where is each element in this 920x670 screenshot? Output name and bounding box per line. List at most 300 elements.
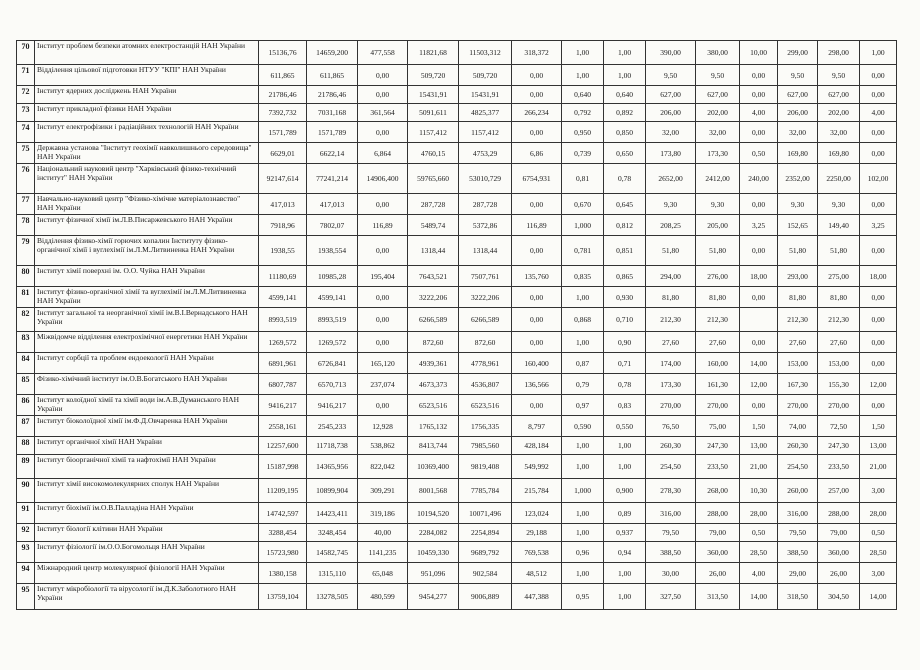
value-cell: 8,797 [512, 416, 562, 437]
value-cell: 1269,572 [307, 332, 358, 353]
value-cell: 0,00 [512, 308, 562, 332]
value-cell: 0,50 [740, 143, 778, 164]
value-cell: 294,00 [646, 266, 696, 287]
value-cell: 1315,110 [307, 563, 358, 584]
value-cell: 0,00 [512, 236, 562, 266]
row-number: 72 [17, 86, 35, 104]
value-cell: 1,50 [860, 416, 897, 437]
value-cell: 4778,961 [459, 353, 512, 374]
value-cell: 212,30 [818, 308, 860, 332]
scan-top-margin [0, 0, 920, 40]
value-cell: 417,013 [259, 194, 307, 215]
value-cell: 15431,91 [408, 86, 459, 104]
value-cell: 8993,519 [259, 308, 307, 332]
table-row [17, 65, 897, 86]
value-cell: 1571,789 [259, 122, 307, 143]
value-cell: 1,00 [604, 65, 646, 86]
table-row [17, 563, 897, 584]
institutes-table [16, 40, 897, 610]
value-cell: 0,835 [562, 266, 604, 287]
value-cell: 102,00 [860, 164, 897, 194]
value-cell: 0,00 [740, 194, 778, 215]
value-cell: 0,865 [604, 266, 646, 287]
value-cell: 7985,560 [459, 437, 512, 455]
institute-name: Інститут біохімії ім.О.В.Палладіна НАН України [35, 503, 259, 524]
value-cell: 169,80 [778, 143, 818, 164]
value-cell: 152,65 [778, 215, 818, 236]
value-cell: 12,00 [740, 374, 778, 395]
value-cell: 951,096 [408, 563, 459, 584]
document-sheet [16, 40, 896, 610]
value-cell: 1938,55 [259, 236, 307, 266]
value-cell: 0,78 [604, 374, 646, 395]
value-cell: 7802,07 [307, 215, 358, 236]
value-cell: 167,30 [778, 374, 818, 395]
value-cell: 81,80 [646, 287, 696, 308]
value-cell: 9,50 [696, 65, 740, 86]
value-cell: 380,00 [696, 41, 740, 65]
row-number: 74 [17, 122, 35, 143]
value-cell: 0,50 [740, 524, 778, 542]
value-cell: 0,00 [860, 236, 897, 266]
value-cell: 9,30 [778, 194, 818, 215]
value-cell: 4,00 [860, 104, 897, 122]
value-cell: 1,000 [562, 215, 604, 236]
value-cell: 260,30 [778, 437, 818, 455]
value-cell: 32,00 [646, 122, 696, 143]
value-cell: 11718,738 [307, 437, 358, 455]
value-cell: 0,792 [562, 104, 604, 122]
value-cell: 0,00 [358, 65, 408, 86]
value-cell: 202,00 [696, 104, 740, 122]
value-cell: 4536,807 [459, 374, 512, 395]
value-cell: 15723,980 [259, 542, 307, 563]
value-cell: 1756,335 [459, 416, 512, 437]
value-cell: 9416,217 [259, 395, 307, 416]
value-cell: 7918,96 [259, 215, 307, 236]
value-cell: 2652,00 [646, 164, 696, 194]
value-cell: 0,00 [740, 236, 778, 266]
value-cell: 0,00 [860, 194, 897, 215]
value-cell: 15187,998 [259, 455, 307, 479]
value-cell: 28,00 [740, 503, 778, 524]
value-cell: 299,00 [778, 41, 818, 65]
row-number: 87 [17, 416, 35, 437]
value-cell: 195,404 [358, 266, 408, 287]
value-cell: 10,00 [740, 41, 778, 65]
value-cell: 8413,744 [408, 437, 459, 455]
value-cell: 12257,600 [259, 437, 307, 455]
value-cell: 9416,217 [307, 395, 358, 416]
value-cell: 28,00 [860, 503, 897, 524]
value-cell: 270,00 [646, 395, 696, 416]
value-cell: 3222,206 [459, 287, 512, 308]
value-cell: 3,25 [740, 215, 778, 236]
value-cell: 1571,789 [307, 122, 358, 143]
value-cell: 0,950 [562, 122, 604, 143]
value-cell: 0,930 [604, 287, 646, 308]
value-cell: 388,50 [646, 542, 696, 563]
value-cell: 233,50 [696, 455, 740, 479]
value-cell: 6266,589 [408, 308, 459, 332]
institute-name: Інститут хімії високомолекулярних сполук НАН України [35, 479, 259, 503]
value-cell: 212,30 [696, 308, 740, 332]
table-body [17, 41, 897, 610]
value-cell: 1,00 [562, 437, 604, 455]
value-cell: 11180,69 [259, 266, 307, 287]
table-row [17, 353, 897, 374]
value-cell: 72,50 [818, 416, 860, 437]
value-cell: 9454,277 [408, 584, 459, 610]
value-cell: 3248,454 [307, 524, 358, 542]
value-cell: 5489,74 [408, 215, 459, 236]
value-cell: 6622,14 [307, 143, 358, 164]
table-row [17, 524, 897, 542]
value-cell: 276,00 [696, 266, 740, 287]
value-cell: 4,00 [740, 104, 778, 122]
value-cell: 9,30 [818, 194, 860, 215]
value-cell: 26,00 [696, 563, 740, 584]
value-cell: 270,00 [696, 395, 740, 416]
value-cell: 14,00 [740, 584, 778, 610]
value-cell: 0,00 [740, 287, 778, 308]
value-cell: 1,00 [562, 503, 604, 524]
value-cell: 0,00 [860, 395, 897, 416]
table-row [17, 308, 897, 332]
value-cell: 447,388 [512, 584, 562, 610]
value-cell: 9,50 [646, 65, 696, 86]
value-cell: 10,30 [740, 479, 778, 503]
value-cell: 81,80 [778, 287, 818, 308]
value-cell: 0,550 [604, 416, 646, 437]
value-cell: 0,97 [562, 395, 604, 416]
value-cell: 136,566 [512, 374, 562, 395]
row-number: 95 [17, 584, 35, 610]
value-cell: 769,538 [512, 542, 562, 563]
value-cell: 9,30 [696, 194, 740, 215]
institute-name: Державна установа "Інститут геохімії навколишнього середовища" НАН України [35, 143, 259, 164]
row-number: 82 [17, 308, 35, 332]
value-cell: 4,00 [740, 563, 778, 584]
value-cell: 29,00 [778, 563, 818, 584]
value-cell: 1157,412 [408, 122, 459, 143]
value-cell: 153,00 [818, 353, 860, 374]
table-row [17, 542, 897, 563]
value-cell: 32,00 [696, 122, 740, 143]
value-cell: 160,400 [512, 353, 562, 374]
value-cell: 28,50 [740, 542, 778, 563]
table-row [17, 86, 897, 104]
institute-name: Міжвідомче відділення електрохімічної енергетики НАН України [35, 332, 259, 353]
value-cell: 5091,611 [408, 104, 459, 122]
value-cell: 7785,784 [459, 479, 512, 503]
value-cell: 390,00 [646, 41, 696, 65]
value-cell: 48,512 [512, 563, 562, 584]
value-cell: 3222,206 [408, 287, 459, 308]
value-cell: 318,372 [512, 41, 562, 65]
institute-name: Інститут хімії поверхні ім. О.О. Чуйка НАН України [35, 266, 259, 287]
value-cell: 0,812 [604, 215, 646, 236]
value-cell: 0,640 [604, 86, 646, 104]
value-cell: 287,728 [408, 194, 459, 215]
table-row [17, 194, 897, 215]
value-cell: 0,00 [358, 86, 408, 104]
value-cell: 169,80 [818, 143, 860, 164]
value-cell: 0,00 [860, 122, 897, 143]
value-cell: 11503,312 [459, 41, 512, 65]
value-cell: 1,00 [860, 41, 897, 65]
value-cell: 202,00 [818, 104, 860, 122]
value-cell: 0,94 [604, 542, 646, 563]
value-cell: 18,00 [740, 266, 778, 287]
value-cell: 160,00 [696, 353, 740, 374]
value-cell: 6266,589 [459, 308, 512, 332]
value-cell: 14,00 [860, 584, 897, 610]
value-cell: 313,50 [696, 584, 740, 610]
value-cell: 14906,400 [358, 164, 408, 194]
value-cell: 2412,00 [696, 164, 740, 194]
value-cell: 627,00 [818, 86, 860, 104]
value-cell: 165,120 [358, 353, 408, 374]
value-cell: 233,50 [818, 455, 860, 479]
value-cell: 9819,408 [459, 455, 512, 479]
value-cell: 3288,454 [259, 524, 307, 542]
value-cell: 4599,141 [259, 287, 307, 308]
value-cell: 0,83 [604, 395, 646, 416]
value-cell: 11209,195 [259, 479, 307, 503]
value-cell: 0,781 [562, 236, 604, 266]
institute-name: Фізико-хімічний інститут ім.О.В.Богатського НАН України [35, 374, 259, 395]
value-cell: 155,30 [818, 374, 860, 395]
value-cell: 0,00 [358, 236, 408, 266]
row-number: 92 [17, 524, 35, 542]
row-number: 81 [17, 287, 35, 308]
value-cell: 4939,361 [408, 353, 459, 374]
institute-name: Інститут прикладної фізики НАН України [35, 104, 259, 122]
value-cell: 0,00 [358, 287, 408, 308]
value-cell: 872,60 [459, 332, 512, 353]
value-cell: 51,80 [818, 236, 860, 266]
value-cell: 206,00 [646, 104, 696, 122]
institute-name: Інститут мікробіології та вірусології ім.Д.К.Заболотного НАН України [35, 584, 259, 610]
value-cell: 0,00 [512, 194, 562, 215]
value-cell: 1938,554 [307, 236, 358, 266]
value-cell: 75,00 [696, 416, 740, 437]
value-cell: 268,00 [696, 479, 740, 503]
value-cell: 15136,76 [259, 41, 307, 65]
value-cell: 7507,761 [459, 266, 512, 287]
value-cell: 14659,200 [307, 41, 358, 65]
value-cell: 0,851 [604, 236, 646, 266]
value-cell: 316,00 [646, 503, 696, 524]
value-cell: 388,50 [778, 542, 818, 563]
value-cell: 266,234 [512, 104, 562, 122]
value-cell: 14742,597 [259, 503, 307, 524]
value-cell: 4673,373 [408, 374, 459, 395]
value-cell: 79,00 [696, 524, 740, 542]
table-row [17, 41, 897, 65]
value-cell: 260,00 [778, 479, 818, 503]
value-cell: 10985,28 [307, 266, 358, 287]
value-cell: 0,00 [740, 395, 778, 416]
value-cell: 6523,516 [459, 395, 512, 416]
value-cell: 275,00 [818, 266, 860, 287]
value-cell: 509,720 [408, 65, 459, 86]
value-cell: 59765,660 [408, 164, 459, 194]
value-cell: 77241,214 [307, 164, 358, 194]
value-cell: 1157,412 [459, 122, 512, 143]
value-cell: 1765,132 [408, 416, 459, 437]
value-cell: 318,50 [778, 584, 818, 610]
value-cell: 627,00 [778, 86, 818, 104]
value-cell: 327,50 [646, 584, 696, 610]
value-cell: 0,00 [512, 65, 562, 86]
value-cell: 0,71 [604, 353, 646, 374]
value-cell: 161,30 [696, 374, 740, 395]
value-cell: 123,024 [512, 503, 562, 524]
value-cell: 12,00 [860, 374, 897, 395]
value-cell: 81,80 [696, 287, 740, 308]
value-cell: 0,850 [604, 122, 646, 143]
row-number: 93 [17, 542, 35, 563]
value-cell: 6807,787 [259, 374, 307, 395]
value-cell: 0,739 [562, 143, 604, 164]
value-cell: 1141,235 [358, 542, 408, 563]
value-cell: 212,30 [646, 308, 696, 332]
value-cell: 2545,233 [307, 416, 358, 437]
value-cell: 2284,082 [408, 524, 459, 542]
value-cell: 1318,44 [408, 236, 459, 266]
value-cell: 0,89 [604, 503, 646, 524]
value-cell: 10899,904 [307, 479, 358, 503]
value-cell: 293,00 [778, 266, 818, 287]
value-cell: 6,864 [358, 143, 408, 164]
value-cell: 4599,141 [307, 287, 358, 308]
row-number: 70 [17, 41, 35, 65]
table-row [17, 437, 897, 455]
row-number: 73 [17, 104, 35, 122]
value-cell: 5372,86 [459, 215, 512, 236]
value-cell: 27,60 [646, 332, 696, 353]
value-cell: 9,50 [818, 65, 860, 86]
value-cell: 10459,330 [408, 542, 459, 563]
institute-name: Інститут ядерних досліджень НАН України [35, 86, 259, 104]
value-cell: 2558,161 [259, 416, 307, 437]
value-cell: 81,80 [818, 287, 860, 308]
value-cell: 627,00 [646, 86, 696, 104]
value-cell: 3,25 [860, 215, 897, 236]
value-cell: 4825,377 [459, 104, 512, 122]
table-row [17, 215, 897, 236]
value-cell: 173,30 [646, 374, 696, 395]
value-cell: 0,937 [604, 524, 646, 542]
value-cell: 14423,411 [307, 503, 358, 524]
institute-name: Відділення фізико-хімії горючих копалин Інституту фізико-органічної хімії і вуглехімії ім.Л.М.Литвиненка НАН України [35, 236, 259, 266]
value-cell: 1,00 [562, 332, 604, 353]
value-cell: 65,048 [358, 563, 408, 584]
value-cell: 361,564 [358, 104, 408, 122]
institute-name: Інститут проблем безпеки атомних електростанцій НАН України [35, 41, 259, 65]
value-cell: 0,00 [358, 395, 408, 416]
value-cell: 8993,519 [307, 308, 358, 332]
value-cell: 0,00 [860, 287, 897, 308]
value-cell: 1,00 [604, 455, 646, 479]
table-row [17, 374, 897, 395]
value-cell: 173,30 [696, 143, 740, 164]
table-row [17, 143, 897, 164]
value-cell: 287,728 [459, 194, 512, 215]
value-cell: 0,00 [860, 353, 897, 374]
value-cell: 2352,00 [778, 164, 818, 194]
table-row [17, 395, 897, 416]
value-cell: 237,074 [358, 374, 408, 395]
value-cell: 270,00 [778, 395, 818, 416]
value-cell: 4753,29 [459, 143, 512, 164]
value-cell: 21786,46 [259, 86, 307, 104]
row-number: 83 [17, 332, 35, 353]
value-cell: 1,00 [604, 584, 646, 610]
value-cell: 9689,792 [459, 542, 512, 563]
value-cell: 0,00 [358, 332, 408, 353]
value-cell: 480,599 [358, 584, 408, 610]
value-cell: 12,928 [358, 416, 408, 437]
institute-name: Інститут фізіології ім.О.О.Богомольця НАН України [35, 542, 259, 563]
value-cell: 27,60 [818, 332, 860, 353]
value-cell: 549,992 [512, 455, 562, 479]
value-cell: 278,30 [646, 479, 696, 503]
value-cell: 149,40 [818, 215, 860, 236]
value-cell: 15431,91 [459, 86, 512, 104]
value-cell: 13278,505 [307, 584, 358, 610]
value-cell: 1,00 [562, 563, 604, 584]
value-cell: 13,00 [740, 437, 778, 455]
value-cell: 0,00 [358, 122, 408, 143]
value-cell: 902,584 [459, 563, 512, 584]
row-number: 78 [17, 215, 35, 236]
value-cell: 206,00 [778, 104, 818, 122]
value-cell: 173,80 [646, 143, 696, 164]
value-cell: 627,00 [696, 86, 740, 104]
value-cell: 1,00 [562, 524, 604, 542]
table-row [17, 266, 897, 287]
value-cell: 27,60 [696, 332, 740, 353]
value-cell: 1,00 [562, 455, 604, 479]
institute-name: Інститут колоїдної хімії та хімії води ім.А.В.Думанського НАН України [35, 395, 259, 416]
value-cell: 32,00 [778, 122, 818, 143]
value-cell: 79,50 [778, 524, 818, 542]
value-cell: 417,013 [307, 194, 358, 215]
value-cell: 9006,889 [459, 584, 512, 610]
value-cell: 53010,729 [459, 164, 512, 194]
institute-name: Відділення цільової підготовки НТУУ "КПІ" НАН України [35, 65, 259, 86]
institute-name: Інститут електрофізики і радіаційних технологій НАН України [35, 122, 259, 143]
value-cell: 247,30 [818, 437, 860, 455]
value-cell: 0,710 [604, 308, 646, 332]
value-cell: 240,00 [740, 164, 778, 194]
value-cell: 1380,158 [259, 563, 307, 584]
row-number: 77 [17, 194, 35, 215]
value-cell: 10194,520 [408, 503, 459, 524]
value-cell: 6523,516 [408, 395, 459, 416]
value-cell: 3,00 [860, 479, 897, 503]
value-cell: 0,00 [512, 332, 562, 353]
value-cell: 6754,931 [512, 164, 562, 194]
value-cell: 247,30 [696, 437, 740, 455]
value-cell: 538,862 [358, 437, 408, 455]
table-row [17, 503, 897, 524]
value-cell: 13,00 [860, 437, 897, 455]
value-cell: 360,00 [696, 542, 740, 563]
